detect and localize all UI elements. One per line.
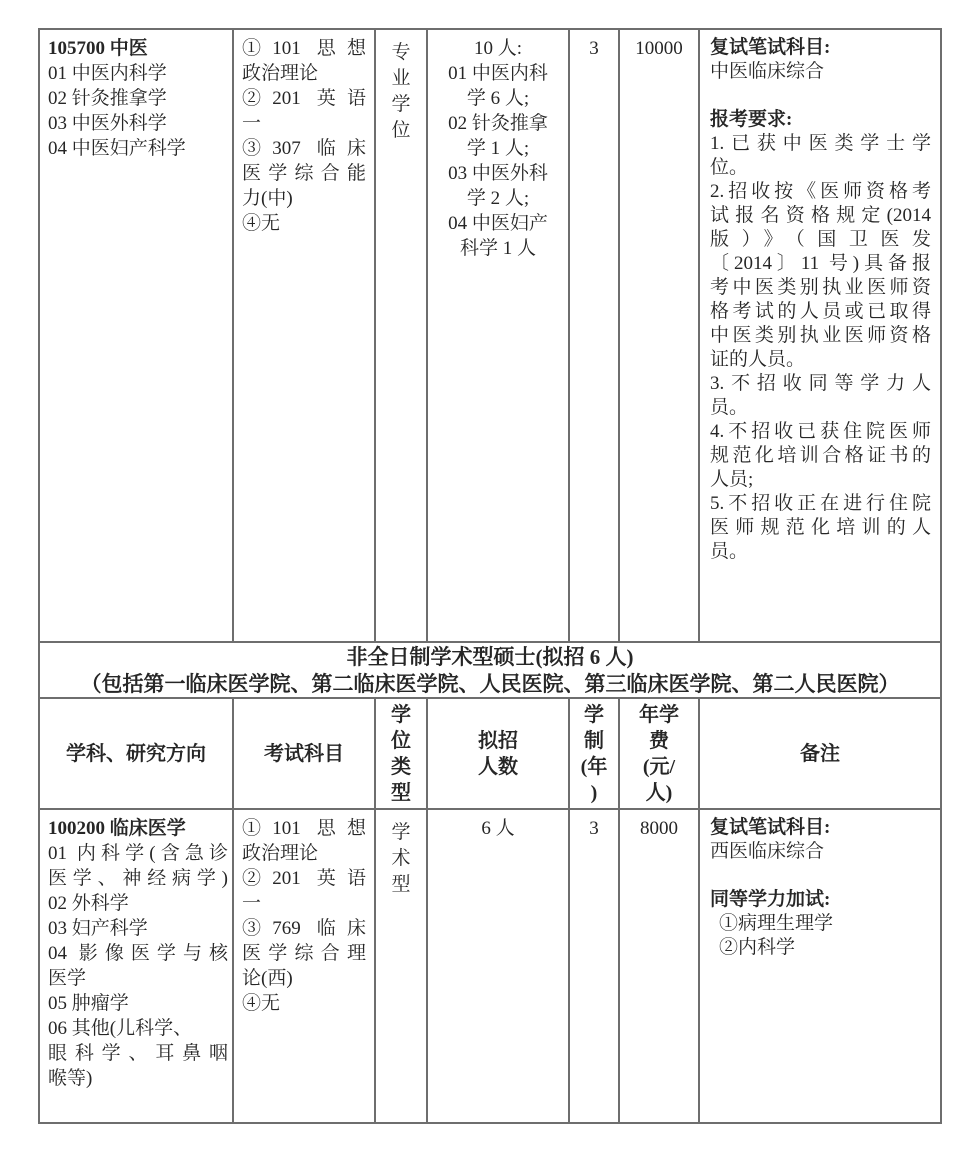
header-exam-subjects: 考试科目 bbox=[234, 699, 376, 810]
section-header bbox=[40, 643, 940, 699]
section-header-line1: 非全日制学术型硕士(拟招 6 人) bbox=[346, 645, 634, 669]
remarks-cell: 复试笔试科目: 中医临床综合 报考要求: 1.已获中医类学士学 位。 2.招收按《医师资格考 试报名资格规定(2014 版）》（国卫医发 〔2014〕11 号)具备报 考中医类别执业医师资 格考试的人员或已取得 中医类别执业医师资格 证的人员。 3.不招收同等学力人 员。 4.不招收已获住院医师 规范化培训合格证书的 人员; 5.不招收正在进行住院 医师规范化培训的人 员。 bbox=[700, 30, 940, 643]
column-header-row bbox=[40, 699, 940, 810]
header-duration-years: 学 制 (年 ) bbox=[570, 699, 620, 810]
degree-type-cell: 学 术 型 bbox=[376, 810, 428, 1122]
duration-cell: 3 bbox=[570, 30, 620, 643]
tuition-cell: 8000 bbox=[620, 810, 700, 1122]
degree-type-cell: 专 业 学 位 bbox=[376, 30, 428, 643]
subject-direction-cell: 100200 临床医学 01 内科学(含急诊 医学、神经病学) 02 外科学 03 妇产科学 04 影像医学与核 医学 05 肿瘤学 06 其他(儿科学、 眼科学、耳鼻咽 喉等) bbox=[40, 810, 234, 1122]
tuition-cell: 10000 bbox=[620, 30, 700, 643]
planned-enrollment-cell: 6 人 bbox=[428, 810, 570, 1122]
duration-cell: 3 bbox=[570, 810, 620, 1122]
section-header-line2: （包括第一临床医学院、第二临床医学院、人民医院、第三临床医学院、第二人民医院） bbox=[80, 672, 900, 696]
subject-direction-cell: 105700 中医 01 中医内科学 02 针灸推拿学 03 中医外科学 04 中医妇产科学 bbox=[40, 30, 234, 643]
header-degree-type: 学 位 类 型 bbox=[376, 699, 428, 810]
header-subject-direction: 学科、研究方向 bbox=[40, 699, 234, 810]
planned-enrollment-cell: 10 人: 01 中医内科 学 6 人; 02 针灸推拿 学 1 人; 03 中医外科 学 2 人; 04 中医妇产 科学 1 人 bbox=[428, 30, 570, 643]
admissions-table bbox=[38, 28, 942, 1124]
remarks-cell: 复试笔试科目: 西医临床综合 同等学力加试: ①病理生理学 ②内科学 bbox=[710, 817, 834, 958]
table-row-clinical bbox=[40, 810, 940, 1122]
table-row-tcm bbox=[40, 30, 940, 643]
exam-subjects-cell: ①101 思想 政治理论 ②201 英语 一 ③307 临床 医学综合能 力(中) ④无 bbox=[234, 30, 376, 643]
exam-subjects-cell: ①101 思想 政治理论 ②201 英语 一 ③769 临床 医学综合理 论(西) ④无 bbox=[234, 810, 376, 1122]
header-remarks: 备注 bbox=[700, 699, 940, 810]
header-annual-tuition: 年学 费 (元/ 人) bbox=[620, 699, 700, 810]
header-planned-enrollment: 拟招 人数 bbox=[428, 699, 570, 810]
